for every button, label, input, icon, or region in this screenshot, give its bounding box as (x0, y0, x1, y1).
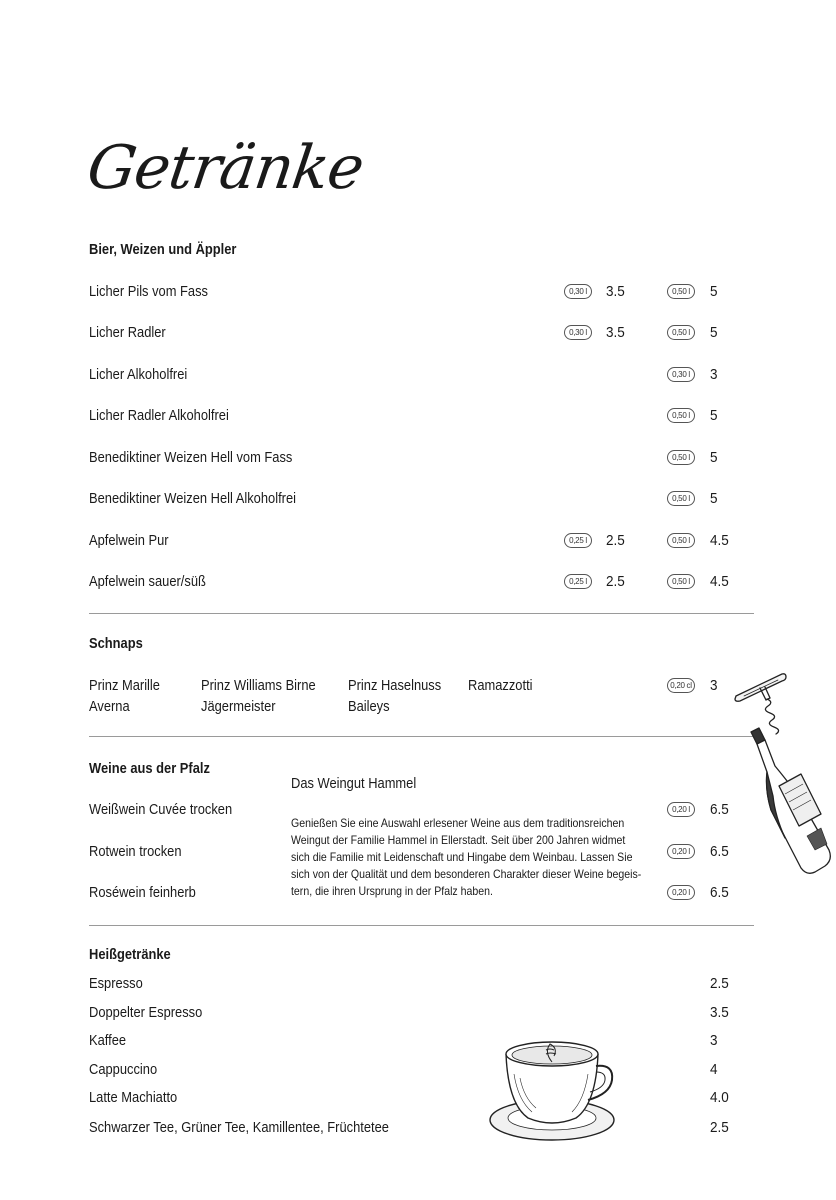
menu-item-name: Espresso (89, 975, 143, 992)
wine-bottle-illustration (745, 726, 835, 878)
price: 5 (710, 407, 718, 424)
price: 3 (710, 1032, 718, 1049)
section-title-heiss: Heißgetränke (89, 946, 171, 963)
price: 5 (710, 283, 718, 300)
menu-item-name: Licher Pils vom Fass (89, 283, 209, 300)
winery-title: Das Weingut Hammel (291, 775, 417, 792)
size-badge: 0,30 l (564, 284, 592, 299)
menu-item-name: Baileys (348, 698, 390, 715)
size-badge: 0,20 l (667, 844, 695, 859)
price: 3.5 (606, 283, 625, 300)
price: 6.5 (710, 801, 729, 818)
section-title-schnaps: Schnaps (89, 635, 143, 652)
price: 3.5 (710, 1004, 729, 1021)
menu-item-name: Licher Radler Alkoholfrei (89, 407, 229, 424)
menu-item-name: Averna (89, 698, 130, 715)
price: 2.5 (710, 1119, 729, 1136)
menu-item-name: Jägermeister (201, 698, 276, 715)
price: 5 (710, 324, 718, 341)
size-badge: 0,50 l (667, 491, 695, 506)
menu-item-name: Benediktiner Weizen Hell vom Fass (89, 449, 293, 466)
winery-text-line: sich von der Qualität und dem besonderen Charakter dieser Weine begeis- (291, 867, 642, 881)
menu-item-name: Kaffee (89, 1032, 127, 1049)
menu-item-name: Benediktiner Weizen Hell Alkoholfrei (89, 490, 296, 507)
price: 2.5 (710, 975, 729, 992)
menu-item-name: Licher Radler (89, 324, 166, 341)
winery-description (291, 815, 641, 900)
winery-text-line: Genießen Sie eine Auswahl erlesener Weine aus dem traditionsreichen (291, 816, 625, 830)
price: 4.5 (710, 573, 729, 590)
price: 3 (710, 366, 718, 383)
menu-item-name: Roséwein feinherb (89, 884, 196, 901)
menu-item-name: Doppelter Espresso (89, 1004, 203, 1021)
size-badge: 0,30 l (667, 367, 695, 382)
size-badge: 0,25 l (564, 574, 592, 589)
coffee-cup-illustration (488, 1034, 622, 1144)
price: 3.5 (606, 324, 625, 341)
size-badge: 0,50 l (667, 408, 695, 423)
section-divider (89, 925, 754, 926)
size-badge: 0,20 cl (667, 678, 695, 693)
price: 2.5 (606, 532, 625, 549)
menu-item-name: Rotwein trocken (89, 843, 182, 860)
winery-text-line: tern, die ihren Ursprung in der Pfalz haben. (291, 884, 493, 898)
price: 6.5 (710, 884, 729, 901)
size-badge: 0,50 l (667, 450, 695, 465)
menu-item-name: Weißwein Cuvée trocken (89, 801, 233, 818)
menu-item-name: Licher Alkoholfrei (89, 366, 188, 383)
section-divider (89, 613, 754, 614)
price: 5 (710, 490, 718, 507)
menu-item-name: Apfelwein sauer/süß (89, 573, 206, 590)
winery-text-line: sich die Familie mit Leidenschaft und Hingabe dem Weinbau. Lassen Sie (291, 850, 633, 864)
size-badge: 0,25 l (564, 533, 592, 548)
menu-item-name: Latte Machiatto (89, 1089, 178, 1106)
size-badge: 0,20 l (667, 802, 695, 817)
menu-item-name: Prinz Marille (89, 677, 160, 694)
menu-item-name: Schwarzer Tee, Grüner Tee, Kamillentee, Früchtetee (89, 1119, 389, 1136)
price: 4.0 (710, 1089, 729, 1106)
size-badge: 0,50 l (667, 325, 695, 340)
section-divider (89, 736, 754, 737)
winery-text-line: Weingut der Familie Hammel in Ellerstadt. Seit über 200 Jahren widmet (291, 833, 626, 847)
size-badge: 0,20 l (667, 885, 695, 900)
price: 5 (710, 449, 718, 466)
section-title-weine: Weine aus der Pfalz (89, 760, 210, 777)
menu-item-name: Prinz Williams Birne (201, 677, 316, 694)
price: 6.5 (710, 843, 729, 860)
menu-item-name: Prinz Haselnuss (348, 677, 442, 694)
menu-item-name: Ramazzotti (468, 677, 533, 694)
menu-item-name: Apfelwein Pur (89, 532, 169, 549)
size-badge: 0,30 l (564, 325, 592, 340)
price: 4.5 (710, 532, 729, 549)
size-badge: 0,50 l (667, 533, 695, 548)
menu-item-name: Cappuccino (89, 1061, 158, 1078)
size-badge: 0,50 l (667, 284, 695, 299)
price: 3 (710, 677, 718, 694)
size-badge: 0,50 l (667, 574, 695, 589)
page-title: Getränke (83, 133, 368, 203)
price: 4 (710, 1061, 718, 1078)
price: 2.5 (606, 573, 625, 590)
section-title-bier: Bier, Weizen und Äppler (89, 241, 237, 258)
